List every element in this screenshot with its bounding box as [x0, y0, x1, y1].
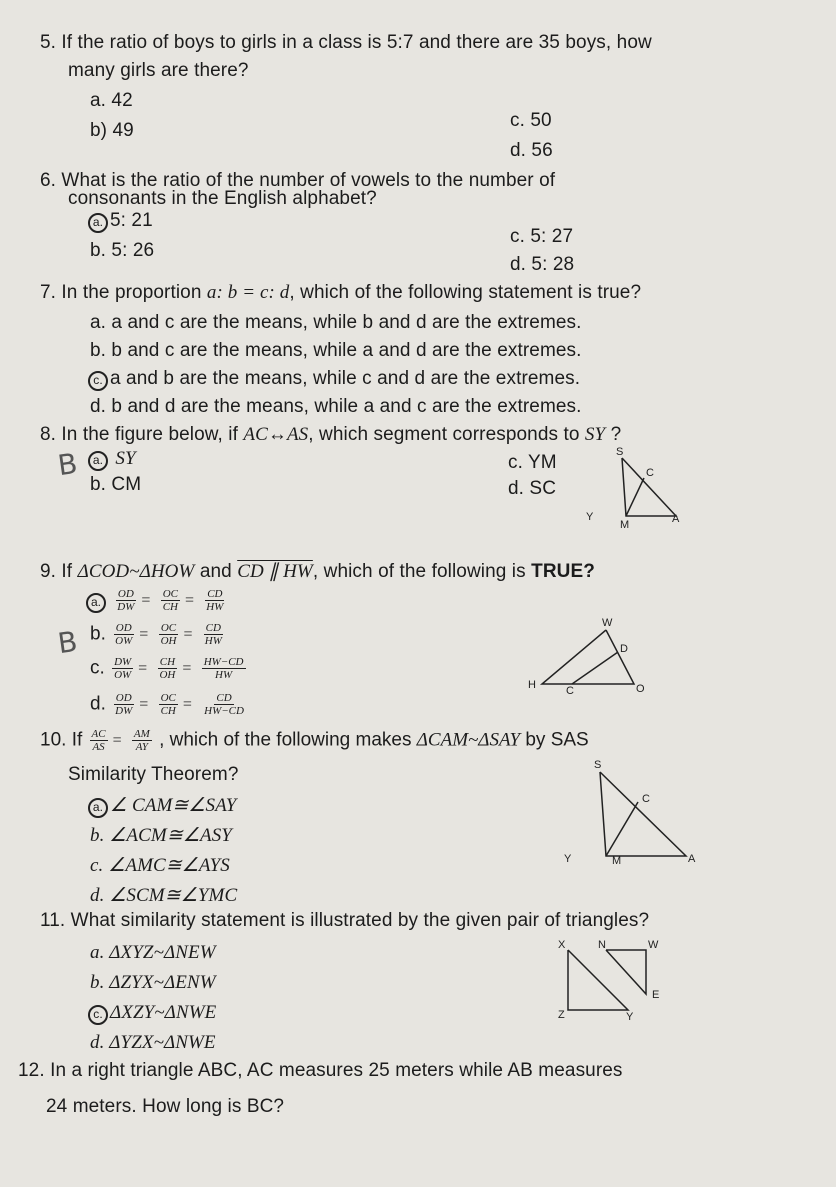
q6-option-c: c. 5: 27 — [510, 226, 574, 247]
triangle-nwe — [606, 950, 646, 994]
q6-stem-line1: 6. What is the ratio of the number of vowels to the number of — [40, 170, 556, 191]
label-S: S — [594, 759, 602, 771]
label-W: W — [648, 939, 659, 951]
q9-option-a: a. $\frac{OD}{DW}$ = $\frac{OC}{CH}$ = $\frac{CD}{HW}$ — [86, 588, 227, 613]
q9-triangle-figure — [524, 616, 654, 696]
q10-stem-line1: 10. If $\frac{AC}{AS}$ = $\frac{AM}{AY}$ , which of the following makes ΔCAM~ΔSAY by SAS — [40, 728, 589, 753]
q7-option-c: c. a and b are the means, while c and d are the extremes. — [88, 368, 580, 391]
answer-circle: c. — [88, 371, 108, 391]
q11-stem: 11. What similarity statement is illustrated by the given pair of triangles? — [40, 910, 650, 931]
answer-circle: a. — [86, 593, 106, 613]
q6-option-a: a. 5: 21 — [88, 210, 153, 233]
q11-option-a: a. ΔXYZ~ΔNEW — [90, 942, 216, 963]
outer-triangle — [542, 630, 634, 684]
inner-segment — [626, 478, 644, 516]
handwritten-mark-q8: B — [55, 446, 80, 483]
q5-option-a: a. 42 — [90, 90, 133, 111]
q7-option-a: a. a and c are the means, while b and d are the extremes. — [90, 312, 582, 333]
label-A: A — [688, 853, 696, 865]
q12-stem-line2: 24 meters. How long is BC? — [46, 1096, 285, 1117]
q10-option-d: d. ∠SCM≅∠YMC — [90, 885, 238, 906]
q10-stem-line2: Similarity Theorem? — [68, 764, 239, 785]
answer-circle: a. — [88, 213, 108, 233]
q6-option-d: d. 5: 28 — [510, 254, 575, 275]
label-N: N — [598, 939, 606, 951]
label-Y: Y — [626, 1011, 634, 1022]
label-Y: Y — [564, 853, 572, 865]
label-O: O — [636, 683, 645, 695]
q6-option-b: b. 5: 26 — [90, 240, 155, 261]
q8-option-b: b. CM — [90, 474, 142, 495]
answer-circle: a. — [88, 798, 108, 818]
q5-stem-line1: 5. If the ratio of boys to girls in a class is 5:7 and there are 35 boys, how — [40, 32, 652, 53]
parallel-segment — [572, 652, 618, 684]
q6-stem-line2: consonants in the English alphabet? — [68, 188, 377, 209]
triangle-xzy — [568, 950, 628, 1010]
q9-stem: 9. If ΔCOD~ΔHOW and CD ∥ HW, which of the following is TRUE? — [40, 561, 595, 582]
q7-option-d: d. b and d are the means, while a and c are the extremes. — [90, 396, 582, 417]
q5-stem-line2: many girls are there? — [68, 60, 249, 81]
label-C: C — [646, 467, 654, 479]
q10-option-a: a. ∠ CAM≅∠SAY — [88, 794, 236, 818]
q5-option-c: c. 50 — [510, 110, 552, 131]
label-D: D — [620, 643, 628, 655]
q10-triangle-figure — [560, 758, 700, 868]
q9-option-b: b. $\frac{OD}{OW}$ = $\frac{OC}{OH}$ = $\frac{CD}{HW}$ — [90, 622, 222, 647]
answer-circle: a. — [88, 451, 108, 471]
label-Z: Z — [558, 1009, 565, 1021]
q10-option-c: c. ∠AMC≅∠AYS — [90, 855, 230, 876]
q8-triangle-figure — [578, 446, 688, 532]
q7-stem: 7. In the proportion a: b = c: d, which of the following statement is true? — [40, 282, 642, 303]
q12-stem-line1: 12. In a right triangle ABC, AC measures 25 meters while AB measures — [18, 1060, 623, 1081]
label-S: S — [616, 446, 624, 458]
label-M: M — [620, 519, 630, 531]
label-M: M — [612, 855, 622, 867]
q9-option-c: c. $\frac{DW}{OW}$ = $\frac{CH}{OH}$ = $\frac{HW-CD}{HW}$ — [90, 656, 244, 681]
q10-option-b: b. ∠ACM≅∠ASY — [90, 825, 232, 846]
label-X: X — [558, 939, 566, 951]
label-H: H — [528, 679, 536, 691]
label-E: E — [652, 989, 660, 1001]
q9-option-d: d. $\frac{OD}{DW}$ = $\frac{OC}{CH}$ = $\frac{CD}{HW-CD}$ — [90, 692, 244, 717]
label-C: C — [566, 685, 574, 696]
label-A: A — [672, 513, 680, 525]
inner-segment — [606, 802, 638, 856]
q11-option-d: d. ΔYZX~ΔNWE — [90, 1032, 216, 1053]
handwritten-mark-q9: B — [55, 624, 80, 661]
q11-option-c: c. ΔXZY~ΔNWE — [88, 1002, 216, 1025]
label-W: W — [602, 617, 613, 629]
q8-option-c: c. YM — [508, 452, 557, 473]
label-Y: Y — [586, 511, 594, 523]
q5-option-b: b) 49 — [90, 120, 134, 141]
q7-option-b: b. b and c are the means, while a and d are the extremes. — [90, 340, 582, 361]
q11-option-b: b. ΔZYX~ΔENW — [90, 972, 216, 993]
q8-option-d: d. SC — [508, 478, 557, 499]
q11-triangles-figure — [554, 936, 684, 1022]
q8-option-a: a. SY — [88, 448, 136, 471]
label-C: C — [642, 793, 650, 805]
q8-stem: 8. In the figure below, if AC↔AS, which segment corresponds to SY ? — [40, 424, 622, 445]
answer-circle: c. — [88, 1005, 108, 1025]
q5-option-d: d. 56 — [510, 140, 553, 161]
